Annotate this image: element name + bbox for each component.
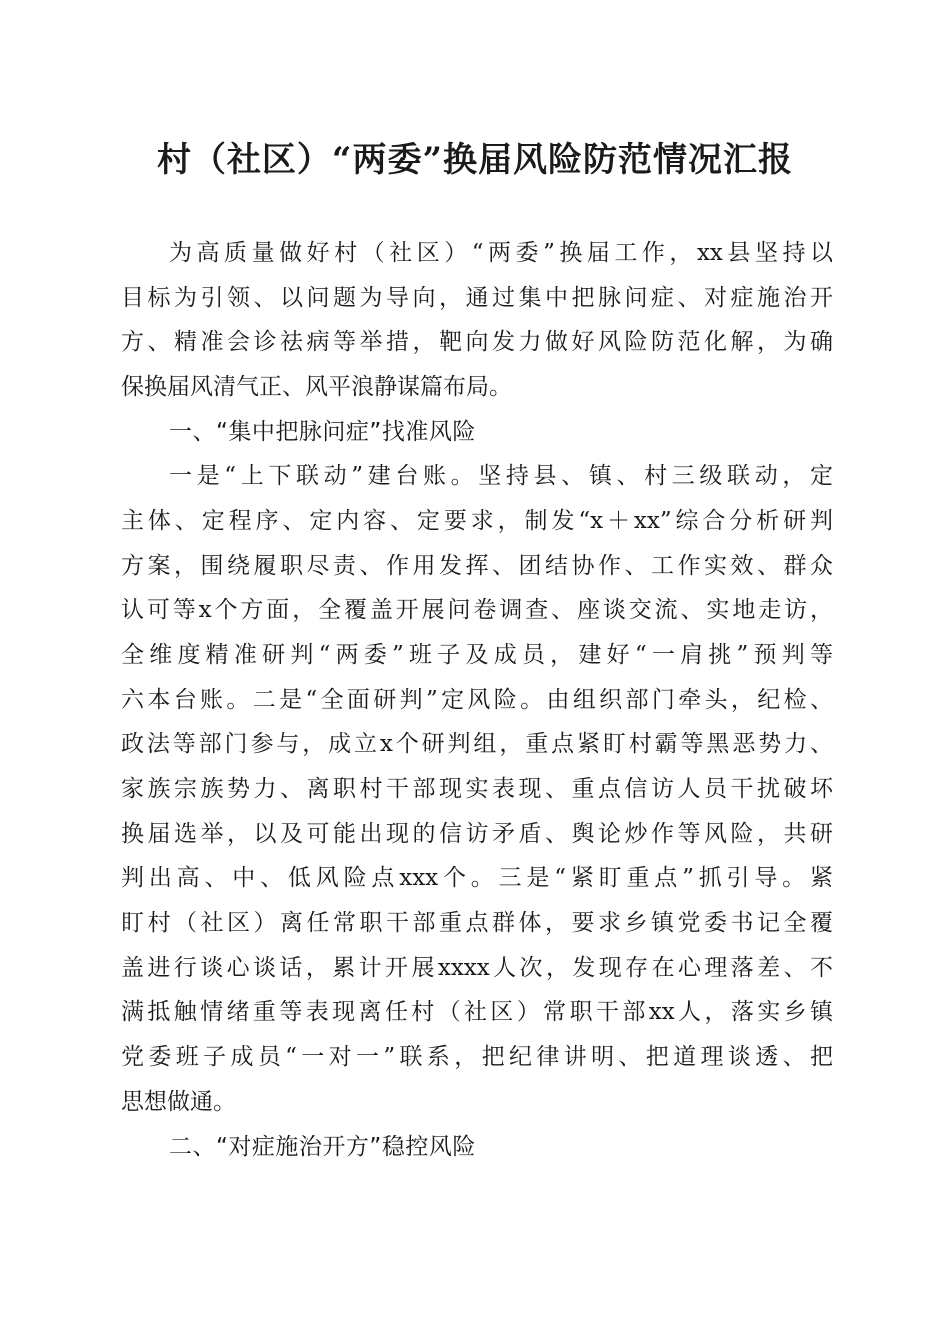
section1-line: 全维度精准研判“两委”班子及成员，建好“一肩挑”预判等 (121, 642, 833, 668)
section1-line: 盯村（社区）离任常职干部重点群体，要求乡镇党委书记全覆 (121, 910, 833, 936)
intro-line: 方、精准会诊祛病等举措，靶向发力做好风险防范化解，为确 (121, 329, 833, 355)
section1-line: 家族宗族势力、离职村干部现实表现、重点信访人员干扰破坏 (121, 776, 833, 802)
section1-line: 认可等x个方面，全覆盖开展问卷调查、座谈交流、实地走访， (121, 597, 833, 623)
intro-line: 目标为引领、以问题为导向，通过集中把脉问症、对症施治开 (121, 285, 833, 311)
section1-line: 主体、定程序、定内容、定要求，制发“x＋xx”综合分析研判 (121, 508, 833, 534)
section1-line: 换届选举，以及可能出现的信访矛盾、舆论炒作等风险，共研 (121, 821, 833, 847)
section1-line: 一是“上下联动”建台账。坚持县、镇、村三级联动，定 (169, 463, 833, 489)
intro-line: 保换届风清气正、风平浪静谋篇布局。 (121, 374, 512, 400)
section1-line: 满抵触情绪重等表现离任村（社区）常职干部xx人，落实乡镇 (121, 999, 833, 1025)
section1-line: 六本台账。二是“全面研判”定风险。由组织部门牵头，纪检、 (121, 687, 833, 713)
section1-line: 方案，围绕履职尽责、作用发挥、团结协作、工作实效、群众 (121, 553, 833, 579)
section-heading-1: 一、“集中把脉问症”找准风险 (169, 419, 476, 445)
section1-line: 思想做通。 (121, 1089, 236, 1115)
section1-line: 党委班子成员“一对一”联系，把纪律讲明、把道理谈透、把 (121, 1044, 833, 1070)
intro-line: 为高质量做好村（社区）“两委”换届工作，xx县坚持以 (169, 240, 833, 266)
section1-line: 盖进行谈心谈话，累计开展xxxx人次，发现存在心理落差、不 (121, 955, 833, 981)
section1-line: 政法等部门参与，成立x个研判组，重点紧盯村霸等黑恶势力、 (121, 731, 833, 757)
document-title: 村（社区）“两委”换届风险防范情况汇报 (156, 140, 794, 180)
section-heading-2: 二、“对症施治开方”稳控风险 (169, 1134, 476, 1160)
section1-line: 判出高、中、低风险点xxx个。三是“紧盯重点”抓引导。紧 (121, 865, 833, 891)
